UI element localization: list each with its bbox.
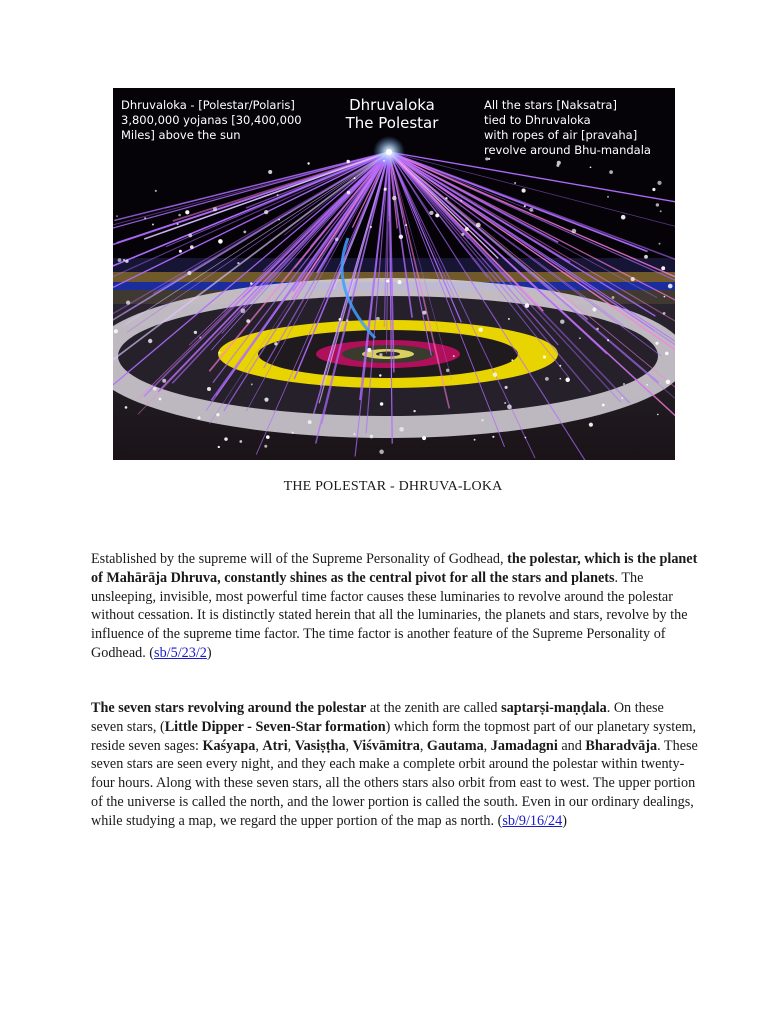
star-dot	[621, 397, 623, 399]
star-dot	[612, 296, 615, 299]
star-dot	[179, 250, 182, 253]
star-dot	[251, 383, 253, 385]
paragraph-seven-stars	[91, 699, 699, 831]
star-dot	[379, 353, 382, 356]
star-dot	[213, 207, 217, 211]
star-dot	[453, 355, 455, 357]
star-dot	[346, 160, 349, 163]
star-dot	[125, 406, 128, 409]
star-dot	[190, 245, 194, 249]
star-dot	[631, 277, 635, 281]
star-dot	[656, 203, 659, 206]
star-dot	[237, 262, 239, 264]
star-dot	[504, 402, 506, 404]
star-dot	[646, 384, 648, 386]
star-dot	[308, 420, 312, 424]
star-dot	[392, 196, 396, 200]
star-dot	[659, 243, 661, 245]
star-dot	[524, 205, 526, 207]
star-dot	[422, 436, 426, 440]
figure-center-title: Dhruvaloka The Polestar	[345, 96, 439, 132]
polestar-point	[386, 149, 392, 155]
paragraph-polestar	[91, 550, 699, 663]
star-dot	[353, 433, 355, 435]
star-dot	[592, 307, 596, 311]
star-dot	[545, 377, 549, 381]
star-dot	[492, 436, 494, 438]
star-dot	[474, 439, 476, 441]
star-dot	[607, 339, 609, 341]
star-dot	[560, 319, 564, 323]
star-dot	[339, 318, 342, 321]
star-dot	[155, 190, 157, 192]
p1-text-1: Established by the supreme will of the Supreme Personality of Godhead,	[91, 551, 508, 567]
star-dot	[148, 339, 152, 343]
star-dot	[508, 318, 510, 320]
star-dot	[347, 191, 350, 194]
star-dot	[370, 226, 372, 228]
star-dot	[218, 239, 223, 244]
star-dot	[507, 404, 512, 409]
star-dot	[465, 227, 469, 231]
star-dot	[178, 214, 181, 217]
star-dot	[116, 215, 118, 217]
star-dot	[118, 258, 122, 262]
star-dot	[246, 319, 250, 323]
star-dot	[250, 282, 253, 285]
star-dot	[557, 161, 561, 165]
p2-sage-3: Vasiṣṭha	[294, 737, 346, 754]
star-dot	[376, 317, 380, 321]
p2-text-5: )	[562, 812, 567, 829]
star-dot	[144, 217, 146, 219]
p2-text-4: . These seven stars are seen every night, and they each make a complete orbit around the polestar within twenty-four hours. Along with these seven stars, all the others stars also orbit from east to west. The upper portion of the universe is called the north, and the lower portion is called the south. Even in our ordinary dealings, while studying a map, we regard the upper portion of the map as north. (	[91, 737, 698, 829]
star-dot	[152, 223, 154, 225]
p2-sep-1: ,	[255, 737, 263, 754]
star-dot	[525, 303, 530, 308]
star-dot	[384, 188, 387, 191]
star-dot	[478, 327, 483, 332]
star-dot	[386, 279, 389, 282]
star-dot	[644, 255, 648, 259]
star-dot	[476, 223, 481, 228]
p1-bold-1: the polestar, which is the planet of Mahārāja Dhruva, constantly shines as the central pivot for all the stars and planets	[91, 551, 698, 586]
star-dot	[435, 213, 439, 217]
star-dot	[397, 280, 401, 284]
star-dot	[668, 284, 673, 289]
star-dot	[429, 211, 433, 215]
star-dot	[224, 437, 227, 440]
star-dot	[335, 238, 339, 242]
star-dot	[505, 386, 508, 389]
star-dot	[264, 210, 268, 214]
star-dot	[529, 208, 533, 212]
star-dot	[194, 331, 197, 334]
p2-text-2: . On these seven stars, (	[91, 700, 664, 735]
star-dot	[522, 189, 526, 193]
star-dot	[652, 188, 655, 191]
star-dot	[399, 235, 403, 239]
star-dot	[185, 210, 189, 214]
p1-text-3: )	[206, 644, 212, 661]
star-dot	[663, 312, 666, 315]
star-dot	[413, 410, 415, 412]
star-dot	[379, 374, 381, 376]
star-dot	[380, 402, 383, 405]
star-dot	[590, 166, 592, 168]
star-dot	[278, 219, 280, 221]
star-dot	[379, 450, 384, 455]
star-dot	[367, 348, 371, 352]
p2-sage-7: Bharadvāja	[585, 737, 658, 754]
star-dot	[264, 445, 267, 448]
polestar-illustration	[113, 88, 675, 460]
star-dot	[666, 380, 671, 385]
p2-bold-1: The seven stars revolving around the polestar	[91, 700, 367, 716]
p2-sage-4: Viśvāmitra	[352, 737, 420, 754]
star-dot	[123, 259, 125, 261]
star-dot	[446, 369, 449, 372]
star-dot	[565, 378, 570, 383]
star-dot	[579, 337, 581, 339]
star-dot	[445, 197, 447, 199]
star-dot	[199, 337, 201, 339]
p2-sep-5: ,	[483, 737, 491, 754]
star-dot	[266, 435, 270, 439]
star-dot	[277, 194, 279, 196]
reference-link-sb-9-16-24[interactable]: sb/9/16/24	[502, 812, 563, 829]
p2-sage-1: Kaśyapa	[202, 737, 256, 754]
star-dot	[660, 210, 662, 212]
star-dot	[661, 266, 665, 270]
star-dot	[572, 229, 577, 234]
star-dot	[657, 414, 659, 416]
star-dot	[188, 234, 192, 238]
figure-caption: THE POLESTAR - DHRUVA-LOKA	[283, 479, 503, 494]
star-dot	[218, 351, 220, 353]
p2-sage-2: Atri	[262, 737, 288, 754]
star-dot	[589, 423, 593, 427]
star-dot	[609, 170, 613, 174]
p2-sep-4: ,	[419, 737, 427, 754]
star-dot	[664, 296, 666, 298]
p2-sep-2: ,	[287, 737, 295, 754]
p2-sep-3: ,	[345, 737, 353, 754]
star-dot	[623, 383, 625, 385]
star-dot	[274, 342, 277, 345]
star-dot	[159, 398, 162, 401]
star-dot	[493, 372, 498, 377]
star-dot	[207, 387, 211, 391]
star-dot	[657, 181, 661, 185]
star-dot	[162, 379, 166, 383]
star-dot	[607, 196, 609, 198]
star-dot	[543, 355, 546, 358]
star-dot	[602, 404, 605, 407]
star-dot	[114, 329, 118, 333]
star-dot	[125, 259, 128, 262]
p2-sep-6: and	[557, 737, 586, 754]
p2-bold-3: Little Dipper - Seven-Star formation	[164, 718, 386, 735]
star-dot	[153, 387, 157, 391]
star-dot	[346, 319, 348, 321]
star-dot	[177, 223, 179, 225]
p1-text-2: . The unsleeping, invisible, most powerful time factor causes these luminaries to revolve around the polestar without cessation. It is distinctly stated herein that all the luminaries, the planets and stars, revolve by the influence of the supreme time factor. The time factor is another feature of the Supreme Personality of Godhead. (	[91, 569, 688, 661]
star-dot	[370, 435, 374, 439]
star-dot	[264, 398, 268, 402]
star-dot	[243, 231, 246, 234]
star-dot	[461, 233, 464, 236]
p2-sage-6: Jamadagni	[490, 737, 558, 754]
star-dot	[511, 359, 513, 361]
star-dot	[559, 378, 561, 380]
figure-right-caption: All the stars [Naksatra] tied to Dhruvaloka with ropes of air [pravaha] revolve around Bhu-mandala	[484, 98, 651, 157]
star-dot	[559, 365, 561, 367]
star-dot	[239, 440, 242, 443]
star-dot	[187, 271, 191, 275]
p2-sage-5: Gautama	[426, 737, 484, 754]
star-dot	[126, 300, 130, 304]
p2-text-1: at the zenith are called	[366, 700, 502, 716]
reference-link-sb-5-23-2[interactable]: sb/5/23/2	[154, 644, 207, 661]
star-dot	[307, 162, 309, 164]
p2-bold-2: saptarṣi-maṇḍala	[501, 700, 607, 716]
star-dot	[422, 311, 426, 315]
star-dot	[241, 308, 246, 313]
star-dot	[665, 352, 669, 356]
star-dot	[621, 215, 626, 220]
star-dot	[292, 432, 294, 434]
star-dot	[218, 446, 220, 448]
star-dot	[268, 170, 272, 174]
p2-text-3: ) which form the topmost part of our planetary system, reside seven sages:	[91, 718, 697, 754]
star-dot	[354, 177, 356, 179]
figure-left-caption: Dhruvaloka - [Polestar/Polaris] 3,800,000 yojanas [30,400,000 Miles] above the sun	[121, 98, 302, 142]
star-dot	[514, 182, 516, 184]
star-dot	[481, 419, 483, 421]
star-dot	[655, 342, 658, 345]
star-dot	[460, 200, 462, 202]
star-dot	[198, 416, 201, 419]
star-dot	[525, 437, 527, 439]
star-dot	[405, 224, 407, 226]
star-dot	[596, 328, 599, 331]
star-dot	[399, 427, 404, 432]
star-dot	[216, 413, 219, 416]
